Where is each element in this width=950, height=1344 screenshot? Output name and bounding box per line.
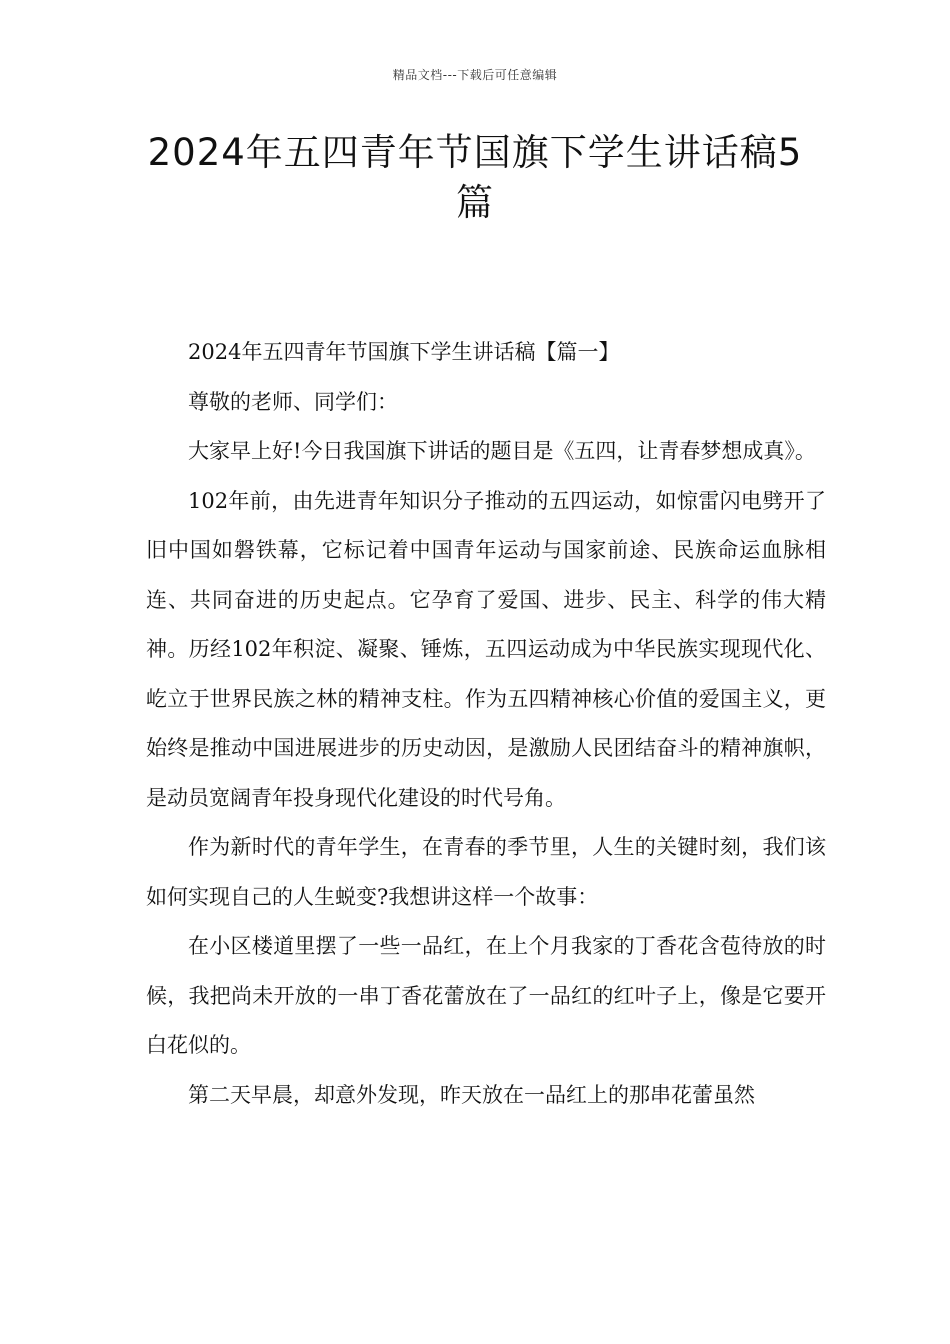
body-paragraph: 第二天早晨，却意外发现，昨天放在一品红上的那串花蕾虽然	[188, 1082, 755, 1107]
salutation-paragraph: 尊敬的老师、同学们：	[188, 389, 398, 414]
header-note: 精品文档---下载后可任意编辑	[392, 68, 558, 82]
document-title: 2024年五四青年节国旗下学生讲话稿5篇	[147, 131, 803, 224]
document-body	[146, 328, 826, 1120]
body-paragraph: 大家早上好!今日我国旗下讲话的题目是《五四，让青春梦想成真》。	[188, 439, 816, 463]
body-paragraph: 作为新时代的青年学生，在青春的季节里，人生的关键时刻，我们该如何实现自己的人生蜕变?我想讲这样一个故事：	[146, 835, 826, 909]
body-paragraph: 在小区楼道里摆了一些一品红，在上个月我家的丁香花含苞待放的时候，我把尚未开放的一串丁香花蕾放在了一品红的红叶子上，像是它要开白花似的。	[146, 934, 826, 1057]
body-paragraph: 102年前，由先进青年知识分子推动的五四运动，如惊雷闪电劈开了旧中国如磐铁幕，它标记着中国青年运动与国家前途、民族命运血脉相连、共同奋进的历史起点。它孕育了爱国、进步、民主、科学的伟大精神。历经102年积淀、凝聚、锤炼，五四运动成为中华民族实现现代化、屹立于世界民族之林的精神支柱。作为五四精神核心价值的爱国主义，更始终是推动中国进展进步的历史动因，是激励人民团结奋斗的精神旗帜，是动员宽阔青年投身现代化建设的时代号角。	[146, 488, 826, 810]
section-heading: 2024年五四青年节国旗下学生讲话稿【篇一】	[188, 340, 620, 364]
